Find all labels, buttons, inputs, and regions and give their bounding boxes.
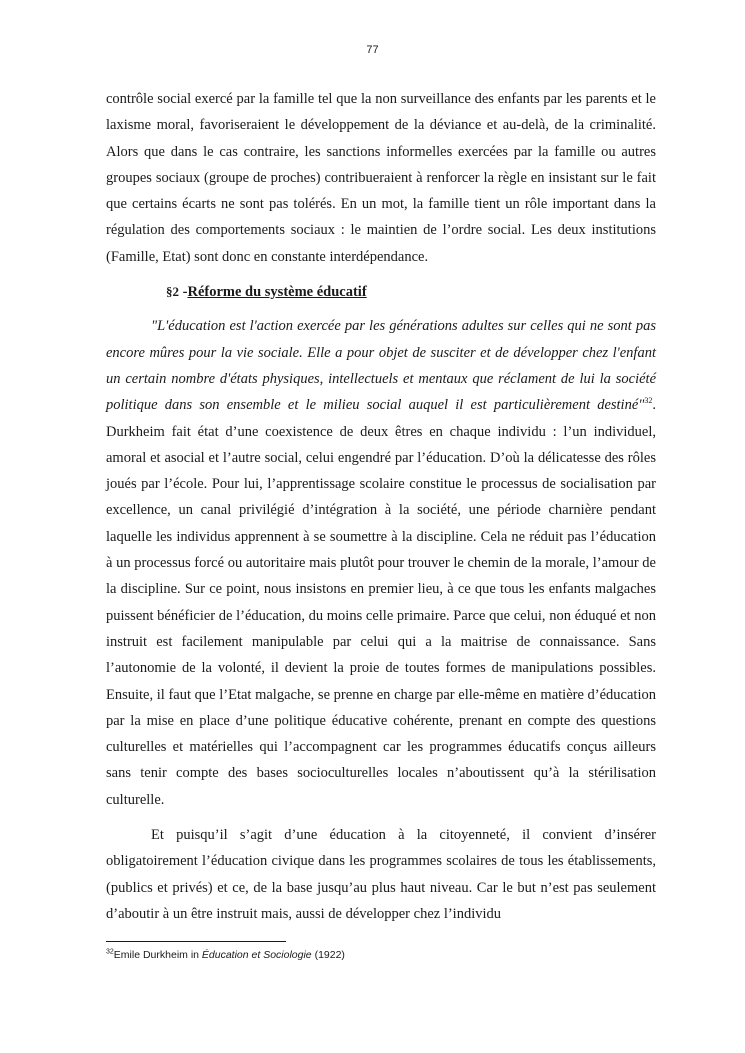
paragraph-1: contrôle social exercé par la famille tel que la non surveillance des enfants par les parents et le laxisme moral, favoriseraient le développement de la déviance et au-delà, de la criminalité. Alors que dans le cas contraire, les sanctions informelles exercées par la famille ou autres groupes sociaux (groupe de proches) contribueraient à renforcer la règle en insistant sur le fait que certains écarts ne sont pas tolérés. En un mot, la famille tient un rôle important dans la régulation des comportements sociaux : le maintien de l’ordre social. Les deux institutions (Famille, Etat) sont donc en constante interdépendance.	[106, 91, 656, 265]
footnote-work-title: Éducation et Sociologie	[201, 949, 312, 961]
paragraph-3: Et puisqu’il s’agit d’une éducation à la citoyenneté, il convient d’insérer obligatoirement l’éducation civique dans les programmes scolaires de tous les établissements, (publics et privés) et ce, de la base jusqu’au plus haut niveau. Car le but n’est pas seulement d’aboutir à un être instruit mais, aussi de développer chez l’individu	[106, 827, 656, 922]
footnote-divider	[106, 941, 286, 942]
paragraph-2-text: . Durkheim fait état d’une coexistence de deux êtres en chaque individu : l’un individuel, amoral et asocial et l’autre social, celui engendré par l’éducation. D’où la délicatesse des rôles joués par l’école. Pour lui, l’apprentissage scolaire constitue le processus de socialisation par excellence, un canal privilégié d’intégration à la société, une période charnière pendant laquelle les individus apprennent à se soumettre à la discipline. Cela ne réduit pas l’éducation à un processus forcé ou autoritaire mais plutôt pour trouver le chemin de la morale, l’amour de la discipline. Sur ce point, nous insistons en premier lieu, à ce que tous les enfants malgaches puissent bénéficier de l’éducation, du moins celle primaire. Parce que celui, non éduqué et non instruit est facilement manipulable par celui qui a la maitrise de connaissance. Sans l’autonomie de la volonté, il devient la proie de toutes formes de manipulations possibles. Ensuite, il faut que l’Etat malgache, se prenne en charge par elle-même en matière d’éducation par la mise en place d’une politique éducative cohérente, prenant en compte des questions culturelles et matérielles qui l’accompagnent car les programmes éducatifs conçus ailleurs sans tenir compte des bases socioculturelles locales n’aboutissent qu’à la stérilisation culturelle.	[106, 397, 656, 808]
footnote-reference[interactable]: 32	[644, 396, 653, 406]
footnote	[106, 948, 345, 962]
section-heading	[166, 279, 656, 305]
page-number: 77	[366, 44, 379, 56]
section-title: Réforme du système éducatif	[187, 284, 367, 301]
section-symbol: §2	[166, 284, 179, 300]
footnote-author: Emile Durkheim in	[113, 949, 202, 961]
durkheim-quote: "L'éducation est l'action exercée par les générations adultes sur celles qui ne sont pas encore mûres pour la vie sociale. Elle a pour objet de susciter et de développer chez l'enfant un certain nombre d'états physiques, intellectuels et mentaux que réclament de lui la société politique dans son ensemble et le milieu social auquel il est particulièrement destiné"	[106, 318, 656, 414]
footnote-year: (1922)	[311, 949, 345, 961]
footnote-number: 32	[106, 948, 114, 956]
paragraph-2	[106, 313, 656, 813]
section-dash: -	[179, 284, 188, 301]
page-body	[106, 86, 656, 927]
